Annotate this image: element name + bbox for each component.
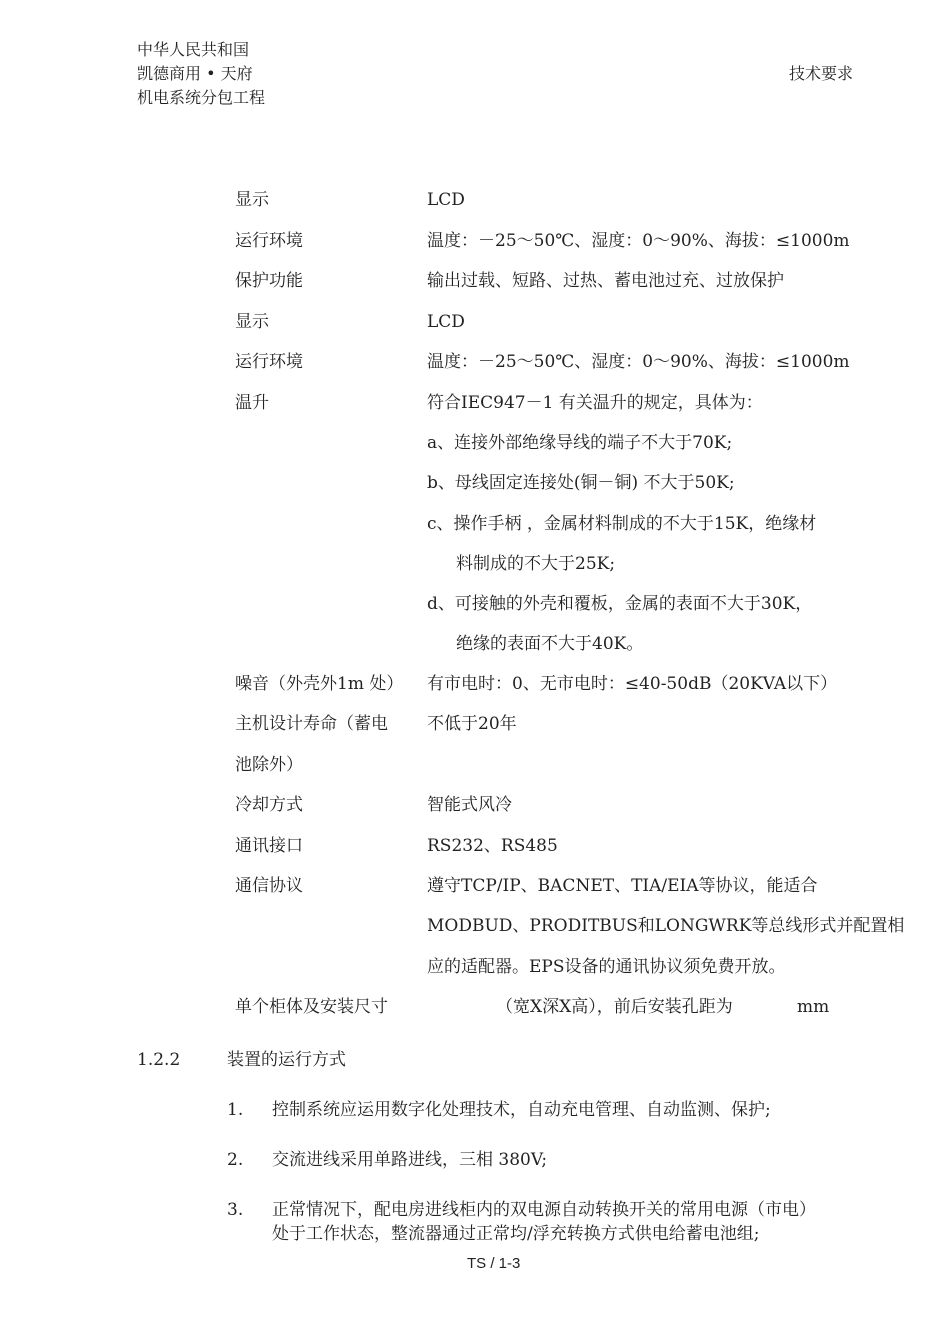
list-item-text-cont: 处于工作状态，整流器通过正常均/浮充转换方式供电给蓄电池组; (272, 1224, 760, 1244)
temperature-rise-item-d-cont: 绝缘的表面不大于40K。 (456, 634, 644, 654)
spec-label-cooling: 冷却方式 (235, 795, 303, 815)
list-item-text: 正常情况下，配电房进线柜内的双电源自动转换开关的常用电源（市电） (272, 1200, 816, 1220)
spec-value-design-life: 不低于20年 (427, 714, 517, 734)
spec-label-noise: 噪音（外壳外1m 处） (235, 674, 404, 694)
spec-value-protection: 输出过载、短路、过热、蓄电池过充、过放保护 (427, 271, 784, 291)
header-line-2: 凯德商用 • 天府 (137, 64, 253, 83)
list-item-number: 3. (227, 1200, 244, 1220)
spec-value-environment: 温度：－25～50℃、湿度：0～90%、海拔：≤1000m (427, 231, 850, 251)
spec-label-temperature-rise: 温升 (235, 393, 269, 413)
spec-label-display-2: 显示 (235, 312, 269, 332)
spec-label-interface: 通讯接口 (235, 836, 303, 856)
spec-label-design-life-cont: 池除外） (235, 755, 303, 775)
list-item-text: 控制系统应运用数字化处理技术，自动充电管理、自动监测、保护; (272, 1100, 771, 1120)
spec-value-interface: RS232、RS485 (427, 836, 558, 856)
spec-label-protection: 保护功能 (235, 271, 303, 291)
page-number: TS / 1-3 (467, 1255, 521, 1272)
temperature-rise-item-a: a、连接外部绝缘导线的端子不大于70K; (427, 433, 733, 453)
spec-value-cooling: 智能式风冷 (427, 795, 512, 815)
list-item-number: 1. (227, 1100, 244, 1120)
section-title: 装置的运行方式 (227, 1050, 346, 1070)
header-line-3: 机电系统分包工程 (137, 88, 266, 107)
temperature-rise-item-c-cont: 料制成的不大于25K; (456, 554, 616, 574)
temperature-rise-item-b: b、母线固定连接处(铜－铜) 不大于50K; (427, 473, 735, 493)
spec-label-protocol: 通信协议 (235, 876, 303, 896)
spec-value-temperature-rise: 符合IEC947－1 有关温升的规定，具体为： (427, 393, 763, 413)
spec-label-display: 显示 (235, 190, 269, 210)
spec-value-environment-2: 温度：－25～50℃、湿度：0～90%、海拔：≤1000m (427, 352, 850, 372)
spec-label-environment: 运行环境 (235, 231, 303, 251)
spec-value-cabinet-unit: mm (797, 997, 830, 1017)
spec-value-cabinet-size: （宽X深X高），前后安装孔距为 (496, 997, 733, 1017)
spec-label-environment-2: 运行环境 (235, 352, 303, 372)
list-item-text: 交流进线采用单路进线，三相 380V; (272, 1150, 548, 1170)
spec-value-protocol-3: 应的适配器。EPS设备的通讯协议须免费开放。 (427, 957, 786, 977)
header-line-1: 中华人民共和国 (137, 40, 250, 59)
spec-label-cabinet-size: 单个柜体及安装尺寸 (235, 997, 388, 1017)
spec-value-protocol-1: 遵守TCP/IP、BACNET、TIA/EIA等协议，能适合 (427, 876, 818, 896)
spec-value-protocol-2: MODBUD、PRODITBUS和LONGWRK等总线形式并配置相 (427, 916, 905, 936)
spec-label-design-life: 主机设计寿命（蓄电 (235, 714, 388, 734)
list-item-number: 2. (227, 1150, 244, 1170)
temperature-rise-item-d: d、可接触的外壳和覆板，金属的表面不大于30K， (427, 594, 813, 614)
spec-value-display: LCD (427, 190, 465, 210)
spec-value-noise: 有市电时：0、无市电时：≤40-50dB（20KVA以下） (427, 674, 838, 694)
spec-value-display-2: LCD (427, 312, 465, 332)
section-number: 1.2.2 (137, 1050, 181, 1070)
temperature-rise-item-c: c、操作手柄 ，金属材料制成的不大于15K，绝缘材 (427, 514, 817, 534)
header-doc-type: 技术要求 (789, 64, 854, 83)
